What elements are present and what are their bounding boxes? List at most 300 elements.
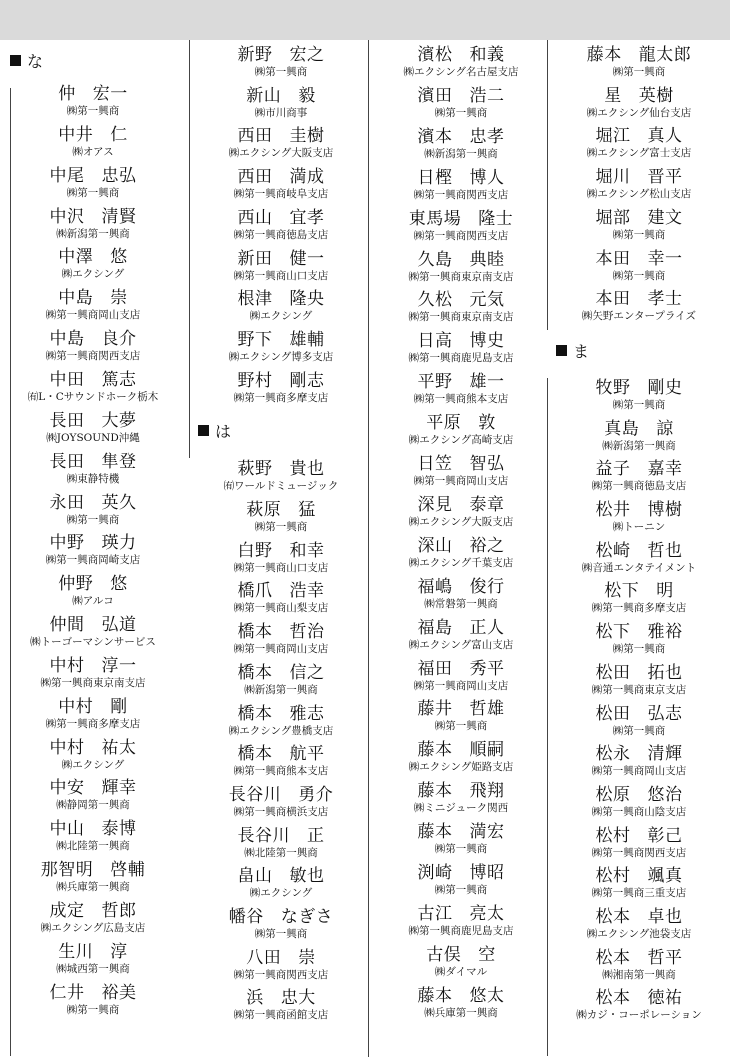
company-name: ㈱第一興商関西支店 bbox=[45, 350, 141, 363]
company-name: ㈱エクシング豊橋支店 bbox=[228, 724, 334, 737]
member-name bbox=[376, 330, 546, 352]
member-entry bbox=[8, 614, 178, 649]
given-name: 英久 bbox=[101, 492, 137, 513]
company-name: ㈱エクシング bbox=[249, 310, 313, 323]
surname: 福田 bbox=[417, 658, 453, 679]
given-name: 啓輔 bbox=[110, 860, 146, 881]
member-entry bbox=[196, 825, 366, 860]
company-name: ㈱ミニジューク関西 bbox=[413, 802, 509, 815]
surname: 松井 bbox=[595, 500, 631, 520]
surname: 平原 bbox=[426, 413, 462, 434]
square-bullet-icon bbox=[198, 425, 209, 436]
given-name: 浩二 bbox=[469, 85, 505, 106]
surname: 深見 bbox=[417, 494, 453, 515]
member-name bbox=[8, 83, 178, 105]
member-name bbox=[376, 535, 546, 557]
member-entry bbox=[8, 165, 178, 200]
member-entry bbox=[376, 249, 546, 284]
member-name bbox=[196, 458, 366, 480]
member-entry bbox=[8, 246, 178, 281]
given-name: 猛 bbox=[298, 500, 316, 520]
member-name bbox=[196, 207, 366, 229]
company-name: ㈱第一興商 bbox=[434, 720, 488, 733]
member-name bbox=[196, 370, 366, 392]
member-entry bbox=[8, 859, 178, 894]
given-name: 宏之 bbox=[289, 45, 325, 65]
given-name: 浩幸 bbox=[289, 581, 325, 602]
member-entry bbox=[554, 248, 724, 283]
section-label: は bbox=[215, 422, 232, 441]
surname: 中井 bbox=[58, 124, 94, 145]
company-name: ㈱静岡第一興商 bbox=[56, 799, 130, 812]
surname: 松下 bbox=[604, 581, 640, 602]
member-entry bbox=[8, 900, 178, 935]
section-label: な bbox=[27, 52, 44, 71]
surname: 堀部 bbox=[595, 207, 631, 228]
given-name: 明 bbox=[656, 581, 674, 602]
given-name: 泰章 bbox=[469, 494, 505, 515]
member-name bbox=[196, 987, 366, 1009]
member-entry bbox=[376, 330, 546, 365]
member-entry bbox=[8, 982, 178, 1017]
company-name: ㈱第一興商徳島支店 bbox=[233, 228, 329, 241]
given-name: 諒 bbox=[656, 418, 674, 439]
member-name bbox=[8, 941, 178, 963]
given-name: 悠 bbox=[110, 574, 128, 595]
member-entry bbox=[8, 777, 178, 812]
member-name bbox=[554, 377, 724, 399]
surname: 八田 bbox=[246, 947, 282, 968]
member-entry bbox=[376, 535, 546, 570]
given-name: 大夢 bbox=[101, 410, 137, 431]
surname: 野下 bbox=[237, 329, 273, 350]
member-entry bbox=[376, 739, 546, 774]
company-name: ㈱エクシング富士支店 bbox=[586, 147, 692, 160]
company-name: ㈲ワールドミュージック bbox=[223, 480, 339, 493]
member-entry bbox=[376, 44, 546, 79]
member-entry bbox=[8, 369, 178, 404]
member-name bbox=[196, 703, 366, 725]
member-name bbox=[8, 206, 178, 228]
member-entry bbox=[376, 821, 546, 856]
member-name bbox=[376, 249, 546, 271]
company-name: ㈱第一興商多摩支店 bbox=[233, 391, 329, 404]
company-name: ㈱第一興商 bbox=[612, 724, 666, 737]
company-name: ㈱第一興商 bbox=[254, 521, 308, 533]
member-entry bbox=[8, 573, 178, 608]
member-entry bbox=[554, 377, 724, 412]
member-name bbox=[8, 328, 178, 350]
surname: 藤本 bbox=[417, 822, 453, 843]
company-name: ㈱北陸第一興商 bbox=[56, 840, 130, 853]
member-name bbox=[196, 44, 366, 66]
member-name bbox=[196, 825, 366, 847]
company-name: ㈱第一興商岡崎支店 bbox=[45, 554, 141, 567]
member-name bbox=[196, 329, 366, 351]
given-name: 隼登 bbox=[101, 451, 137, 472]
company-name: ㈱ダイマル bbox=[434, 965, 488, 978]
given-name: 裕之 bbox=[469, 535, 505, 556]
surname: 藤本 bbox=[417, 740, 453, 761]
given-name: 和義 bbox=[469, 45, 505, 65]
company-name: ㈱エクシング千葉支店 bbox=[408, 556, 514, 569]
company-name: ㈱第一興商山陰支店 bbox=[591, 805, 687, 818]
member-entry bbox=[554, 288, 724, 323]
surname: 平野 bbox=[417, 372, 453, 393]
member-name bbox=[376, 453, 546, 475]
company-name: ㈱第一興商鹿児島支店 bbox=[408, 352, 514, 365]
surname: 中村 bbox=[58, 696, 94, 717]
member-name bbox=[376, 126, 546, 148]
member-name bbox=[554, 743, 724, 765]
given-name: 勇介 bbox=[298, 784, 334, 805]
member-name bbox=[8, 369, 178, 391]
company-name: ㈱第一興商関西支店 bbox=[233, 968, 329, 981]
member-entry bbox=[376, 576, 546, 611]
surname: 仁井 bbox=[49, 982, 85, 1003]
surname: 西山 bbox=[237, 207, 273, 228]
column-4 bbox=[554, 40, 724, 1057]
member-entry bbox=[376, 862, 546, 897]
member-name bbox=[196, 947, 366, 969]
company-name: ㈱第一興商熊本支店 bbox=[233, 765, 329, 778]
given-name: 正人 bbox=[469, 617, 505, 638]
member-entry bbox=[8, 941, 178, 976]
member-entry bbox=[196, 166, 366, 201]
member-name bbox=[376, 862, 546, 884]
company-name: ㈱第一興商 bbox=[66, 186, 120, 199]
given-name: 宜孝 bbox=[289, 207, 325, 228]
company-name: ㈱カジ・コーポレーション bbox=[576, 1009, 702, 1022]
member-entry bbox=[376, 167, 546, 202]
given-name: 剛史 bbox=[647, 377, 683, 398]
given-name: 建文 bbox=[647, 207, 683, 228]
member-entry bbox=[376, 780, 546, 815]
member-name bbox=[196, 85, 366, 107]
member-entry bbox=[196, 703, 366, 738]
given-name: 満成 bbox=[289, 167, 325, 188]
given-name: 博史 bbox=[469, 331, 505, 352]
member-name bbox=[8, 777, 178, 799]
company-name: ㈱第一興商岡山支店 bbox=[413, 475, 509, 487]
surname: 本田 bbox=[595, 289, 631, 310]
member-entry bbox=[554, 703, 724, 738]
member-entry bbox=[376, 658, 546, 693]
company-name: ㈱矢野エンタープライズ bbox=[581, 310, 697, 323]
member-entry bbox=[376, 698, 546, 733]
surname: 橋本 bbox=[237, 662, 273, 683]
given-name: 典睦 bbox=[469, 249, 505, 270]
surname: 日高 bbox=[417, 331, 453, 352]
member-entry bbox=[196, 580, 366, 615]
company-name: ㈱新潟第一興商 bbox=[56, 227, 130, 240]
surname: 松村 bbox=[595, 825, 631, 846]
member-entry bbox=[376, 412, 546, 447]
member-entry bbox=[554, 418, 724, 453]
given-name: なぎさ bbox=[280, 907, 334, 927]
company-name: ㈱東静特機 bbox=[66, 472, 120, 485]
surname: 松崎 bbox=[595, 540, 631, 561]
surname: 橋本 bbox=[237, 703, 273, 724]
divider-line bbox=[547, 40, 548, 330]
member-name bbox=[376, 780, 546, 802]
member-name bbox=[554, 85, 724, 107]
surname: 堀江 bbox=[595, 126, 631, 147]
given-name: 悠太 bbox=[469, 985, 505, 1006]
member-entry bbox=[196, 865, 366, 900]
given-name: 悠 bbox=[110, 247, 128, 268]
member-name bbox=[8, 287, 178, 309]
member-entry bbox=[196, 44, 366, 79]
surname: 藤本 bbox=[417, 985, 453, 1006]
member-entry bbox=[376, 208, 546, 243]
company-name: ㈱エクシング仙台支店 bbox=[586, 106, 692, 119]
given-name: 信之 bbox=[289, 662, 325, 683]
company-name: ㈱第一興商山口支店 bbox=[233, 561, 329, 574]
company-name: ㈱オアス bbox=[72, 145, 114, 158]
member-name bbox=[376, 208, 546, 230]
member-name bbox=[8, 614, 178, 636]
company-name: ㈱新潟第一興商 bbox=[602, 439, 676, 452]
given-name: 仁 bbox=[110, 124, 128, 145]
company-name: ㈱第一興商横浜支店 bbox=[233, 805, 329, 818]
member-name bbox=[196, 784, 366, 806]
member-name bbox=[376, 903, 546, 925]
surname: 松原 bbox=[595, 784, 631, 805]
given-name: 真人 bbox=[647, 126, 683, 147]
company-name: ㈱第一興商東京南支店 bbox=[40, 676, 146, 689]
member-name bbox=[554, 166, 724, 188]
surname: 中安 bbox=[49, 778, 85, 799]
given-name: 俊行 bbox=[469, 576, 505, 597]
member-name bbox=[8, 859, 178, 881]
divider-line bbox=[10, 88, 11, 1056]
member-name bbox=[196, 621, 366, 643]
member-entry bbox=[554, 540, 724, 575]
surname: 中島 bbox=[49, 329, 85, 350]
member-name bbox=[8, 900, 178, 922]
member-entry bbox=[196, 540, 366, 575]
member-entry bbox=[554, 125, 724, 160]
company-name: ㈱第一興商 bbox=[66, 105, 120, 117]
member-entry bbox=[196, 288, 366, 323]
member-entry bbox=[554, 44, 724, 79]
member-entry bbox=[196, 906, 366, 941]
member-entry bbox=[196, 248, 366, 283]
member-name bbox=[376, 289, 546, 311]
member-entry bbox=[554, 85, 724, 120]
given-name: 龍太郎 bbox=[638, 45, 692, 65]
surname: 松本 bbox=[595, 988, 631, 1009]
surname: 牧野 bbox=[595, 377, 631, 398]
member-name bbox=[376, 821, 546, 843]
member-entry bbox=[554, 662, 724, 697]
member-entry bbox=[554, 947, 724, 982]
given-name: 正 bbox=[307, 825, 325, 846]
member-name bbox=[196, 743, 366, 765]
company-name: ㈱第一興商岡山支店 bbox=[233, 643, 329, 656]
member-name bbox=[376, 167, 546, 189]
section-heading bbox=[10, 52, 43, 72]
company-name: ㈱常磐第一興商 bbox=[424, 597, 498, 610]
given-name: 満宏 bbox=[469, 822, 505, 843]
member-name bbox=[554, 458, 724, 480]
given-name: 博樹 bbox=[647, 500, 683, 520]
given-name: 剛 bbox=[110, 696, 128, 717]
member-entry bbox=[376, 985, 546, 1020]
company-name: ㈱エクシング広島支店 bbox=[40, 922, 146, 934]
given-name: 泰博 bbox=[101, 819, 137, 840]
member-entry bbox=[554, 207, 724, 242]
member-name bbox=[8, 573, 178, 595]
surname: 日笠 bbox=[417, 454, 453, 474]
given-name: 祐太 bbox=[101, 737, 137, 758]
surname: 中尾 bbox=[49, 165, 85, 186]
surname: 真島 bbox=[604, 418, 640, 439]
given-name: 裕美 bbox=[101, 982, 137, 1003]
given-name: 順嗣 bbox=[469, 740, 505, 761]
company-name: ㈱エクシング富山支店 bbox=[408, 638, 514, 651]
given-name: 和幸 bbox=[289, 540, 325, 561]
company-name: ㈱JOYSOUND沖縄 bbox=[46, 431, 140, 444]
company-name: ㈱第一興商 bbox=[434, 843, 488, 856]
column-3 bbox=[376, 40, 546, 1057]
given-name: 雄輔 bbox=[289, 329, 325, 350]
given-name: 元気 bbox=[469, 290, 505, 311]
given-name: 哲也 bbox=[647, 540, 683, 561]
member-entry bbox=[554, 825, 724, 860]
member-entry bbox=[196, 947, 366, 982]
company-name: ㈱第一興商 bbox=[66, 513, 120, 526]
surname: 新野 bbox=[237, 45, 273, 65]
member-name bbox=[196, 166, 366, 188]
member-name bbox=[554, 540, 724, 562]
company-name: ㈱アルコ bbox=[72, 595, 114, 608]
company-name: ㈱エクシング bbox=[61, 758, 125, 771]
given-name: 飛翔 bbox=[469, 781, 505, 802]
member-name bbox=[8, 410, 178, 432]
member-name bbox=[8, 818, 178, 840]
given-name: 亮太 bbox=[469, 903, 505, 924]
member-name bbox=[554, 44, 724, 66]
member-name bbox=[376, 617, 546, 639]
company-name: ㈱エクシング大阪支店 bbox=[408, 515, 514, 528]
member-entry bbox=[376, 617, 546, 652]
surname: 濱本 bbox=[417, 126, 453, 147]
member-entry bbox=[376, 289, 546, 324]
member-entry bbox=[196, 621, 366, 656]
surname: 萩原 bbox=[246, 500, 282, 520]
member-name bbox=[196, 125, 366, 147]
surname: 久島 bbox=[417, 249, 453, 270]
company-name: ㈱第一興商 bbox=[612, 643, 666, 656]
member-entry bbox=[8, 696, 178, 731]
company-name: ㈱第一興商 bbox=[254, 66, 308, 78]
surname: 松本 bbox=[595, 947, 631, 968]
member-name bbox=[8, 696, 178, 718]
member-name bbox=[554, 825, 724, 847]
surname: 久松 bbox=[417, 290, 453, 311]
surname: 東馬場 bbox=[408, 208, 462, 229]
member-name bbox=[554, 703, 724, 725]
member-entry bbox=[8, 287, 178, 322]
company-name: ㈱エクシング bbox=[249, 887, 313, 900]
company-name: ㈱第一興商東京南支店 bbox=[408, 311, 514, 324]
member-name bbox=[8, 492, 178, 514]
surname: 星 bbox=[604, 85, 622, 106]
given-name: 嘉幸 bbox=[647, 459, 683, 480]
surname: 松田 bbox=[595, 703, 631, 724]
given-name: 弘道 bbox=[101, 615, 137, 636]
company-name: ㈱第一興商 bbox=[254, 928, 308, 940]
given-name: 忠弘 bbox=[101, 165, 137, 186]
given-name: 雅志 bbox=[289, 703, 325, 724]
member-entry bbox=[376, 85, 546, 120]
company-name: ㈱第一興商徳島支店 bbox=[591, 480, 687, 493]
company-name: ㈱第一興商多摩支店 bbox=[45, 717, 141, 730]
company-name: ㈱エクシング名古屋支店 bbox=[403, 66, 519, 78]
given-name: 幸一 bbox=[647, 248, 683, 269]
surname: 生川 bbox=[58, 941, 94, 962]
member-entry bbox=[8, 818, 178, 853]
given-name: 敦 bbox=[478, 413, 496, 434]
surname: 福島 bbox=[417, 617, 453, 638]
member-entry bbox=[196, 329, 366, 364]
member-name bbox=[554, 288, 724, 310]
surname: 古俣 bbox=[426, 944, 462, 965]
member-name bbox=[376, 658, 546, 680]
company-name: ㈱第一興商三重支店 bbox=[591, 887, 687, 900]
given-name: 徳祐 bbox=[647, 988, 683, 1009]
surname: 成定 bbox=[49, 901, 85, 921]
given-name: 英樹 bbox=[638, 85, 674, 106]
surname: 濱松 bbox=[417, 45, 453, 65]
surname: 古江 bbox=[417, 903, 453, 924]
company-name: ㈱エクシング姫路支店 bbox=[408, 761, 514, 774]
surname: 新田 bbox=[237, 248, 273, 269]
surname: 橋爪 bbox=[237, 581, 273, 602]
surname: 日樫 bbox=[417, 167, 453, 188]
member-name bbox=[376, 739, 546, 761]
divider-line bbox=[368, 40, 369, 1057]
member-name bbox=[554, 947, 724, 969]
member-entry bbox=[554, 166, 724, 201]
member-name bbox=[196, 248, 366, 270]
company-name: ㈱第一興商函館支店 bbox=[233, 1009, 329, 1022]
member-name bbox=[196, 662, 366, 684]
given-name: 颯真 bbox=[647, 866, 683, 887]
surname: 萩野 bbox=[237, 459, 273, 480]
company-name: ㈱第一興商 bbox=[66, 1003, 120, 1016]
surname: 浜 bbox=[246, 988, 264, 1009]
surname: 永田 bbox=[49, 492, 85, 513]
member-entry bbox=[554, 458, 724, 493]
member-entry bbox=[8, 328, 178, 363]
surname: 渕崎 bbox=[417, 863, 453, 883]
member-entry bbox=[8, 492, 178, 527]
member-entry bbox=[8, 206, 178, 241]
company-name: ㈱第一興商 bbox=[434, 106, 488, 119]
company-name: ㈱第一興商 bbox=[612, 66, 666, 78]
surname: 松田 bbox=[595, 662, 631, 683]
member-entry bbox=[196, 85, 366, 120]
member-name bbox=[554, 662, 724, 684]
company-name: ㈱エクシング博多支店 bbox=[228, 350, 334, 363]
company-name: ㈱エクシング大阪支店 bbox=[228, 147, 334, 160]
company-name: ㈱第一興商東京南支店 bbox=[408, 270, 514, 283]
company-name: ㈱第一興商岐阜支店 bbox=[233, 188, 329, 201]
member-entry bbox=[554, 987, 724, 1022]
